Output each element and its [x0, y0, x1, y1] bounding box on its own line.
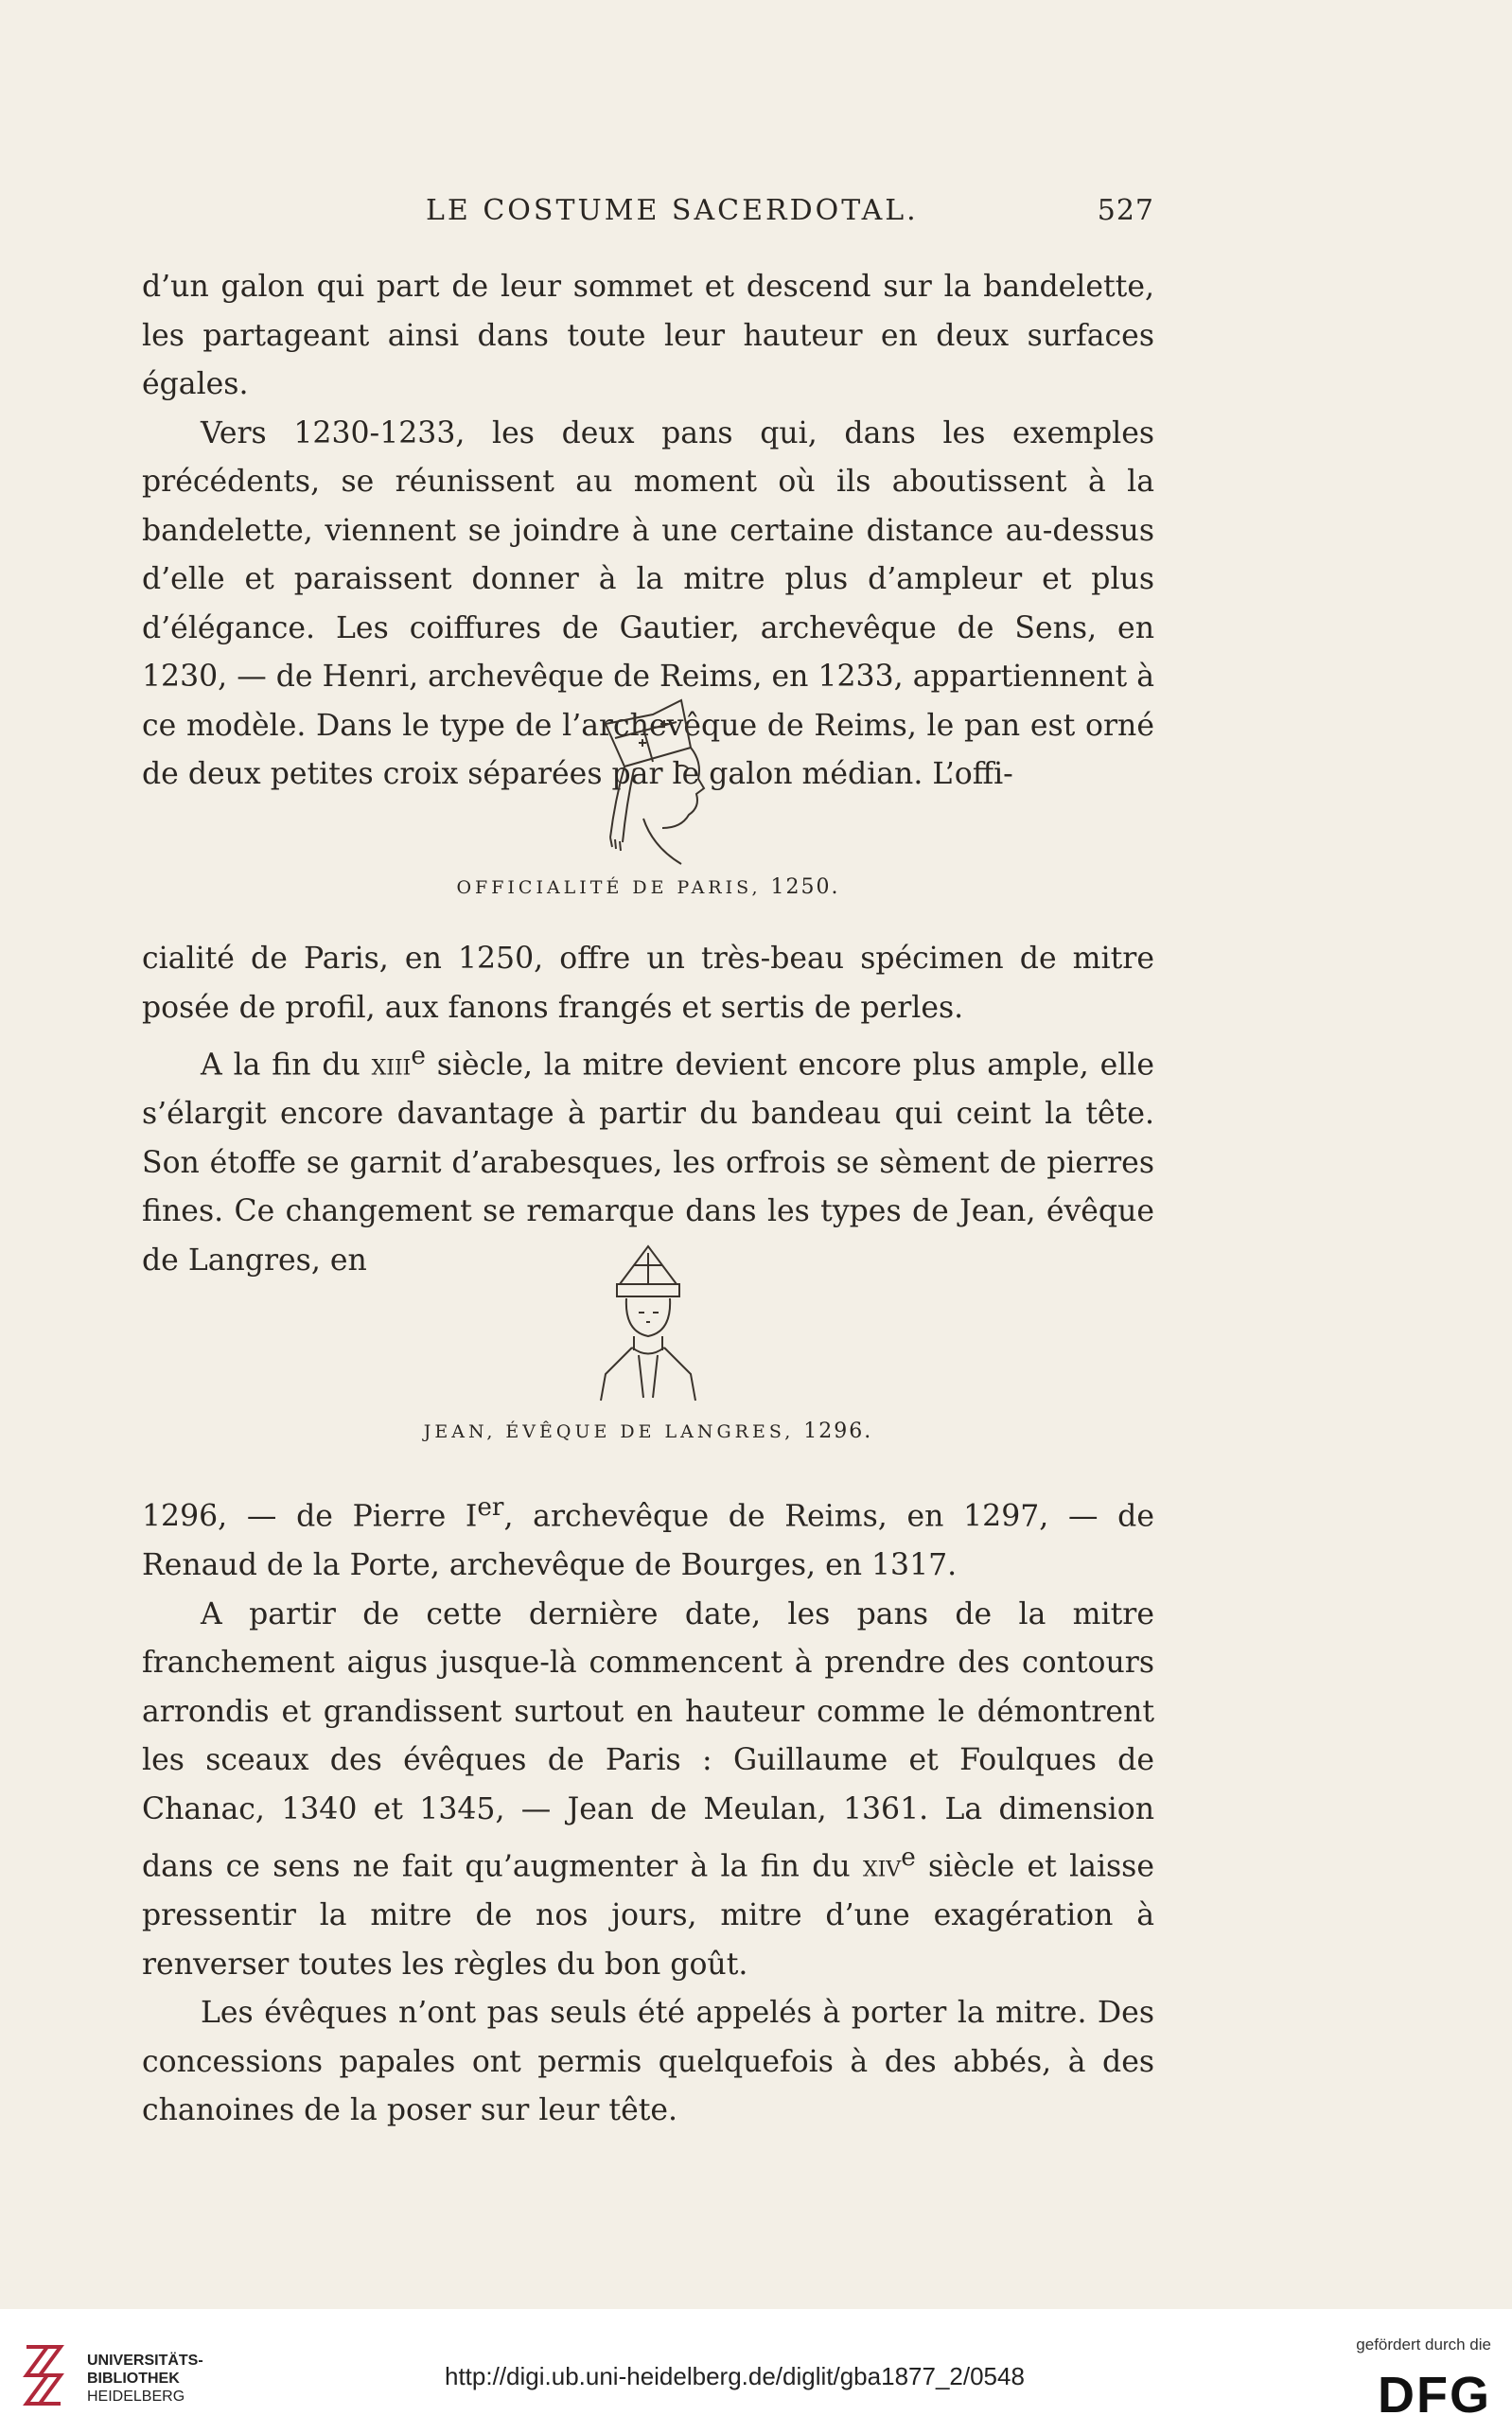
paragraph: Les évêques n’ont pas seuls été appelés à porter la mitre. Des concessions papales ont permis quelquefois à des abbés, à des chanoines de la poser sur leur tête. [142, 1996, 1154, 2127]
bishop-bust-illustration [596, 1242, 700, 1402]
caption-year: 1296. [803, 1419, 873, 1443]
text-run: , archevêque de Reims, en 1297, — de Renaud de la Porte, archevêque de Bourges, en 1317. [142, 1499, 1154, 1582]
library-logo-icon [19, 2337, 76, 2413]
text-run: A partir de cette dernière date, les pans de la mitre franchement aigus jusque-là commencent à prendre des contours arrondis et grandissent surtout en hauteur comme le démontrent les sceaux des évêques de Paris : Guillaume et Foulques de Chanac, 1340 et 1345, — Jean de Meulan, 1361. La dimension dans ce sens ne fait qu’augmenter à la fin du [142, 1596, 1154, 1884]
superscript: er [477, 1493, 504, 1522]
library-name-line: HEIDELBERG [87, 2389, 185, 2405]
paragraph: d’un galon qui part de leur sommet et descend sur la bandelette, les partageant ainsi dans toute leur hauteur en deux surfaces égales. [142, 270, 1154, 401]
funding-note: gefördert durch die [1356, 2336, 1491, 2354]
page-number: 527 [1097, 194, 1154, 227]
caption-text: JEAN, ÉVÊQUE DE LANGRES, [423, 1421, 795, 1442]
text-run: A la fin du [201, 1048, 372, 1083]
digitization-footer [0, 2309, 1512, 2433]
text-run: siècle, la mitre devient encore plus ample, elle s’élargit encore davantage à partir du bandeau qui ceint la tête. Son étoffe se garnit d’arabesques, les orfrois se sèment de pierres fines. Ce changement se remarque dans les types de Jean, évêque de Langres, en [142, 1048, 1154, 1278]
caption-year: 1250. [770, 875, 840, 899]
running-title: LE COSTUME SACERDOTAL. [426, 194, 919, 227]
paragraph: Vers 1230-1233, les deux pans qui, dans les exemples précédents, se réunissent au moment où ils aboutissent à la bandelette, viennent se joindre à une certaine distance au-dessus d’elle et paraissent donner à la mitre plus d’ampleur et plus d’élégance. Les coiffures de Gautier, archevêque de Sens, en 1230, — de Henri, archevêque de Reims, en 1233, appartiennent à ce modèle. Dans le type de l’archevêque de Reims, le pan est orné de deux petites croix séparées par le galon médian. L’offi- [142, 415, 1154, 791]
library-name [87, 2352, 203, 2406]
paragraph: cialité de Paris, en 1250, offre un très-beau spécimen de mitre posée de profil, aux fanons frangés et sertis de perles. [142, 942, 1154, 1025]
mitre-profile-illustration [587, 696, 710, 866]
text-block-middle [142, 935, 1154, 1285]
dfg-logo: DFG [1378, 2367, 1491, 2424]
paragraph [142, 1484, 1154, 1591]
text-run: siècle et laisse pressentir la mitre de nos jours, mitre d’une exagération à renverser toutes les règles du bon goût. [142, 1849, 1154, 1982]
text-run: 1296, — de Pierre I [142, 1499, 478, 1534]
caption-text: OFFICIALITÉ DE PARIS, [456, 877, 762, 898]
century-numeral: xiii [371, 1048, 412, 1083]
figure-caption [142, 875, 1154, 899]
paragraph [142, 1591, 1154, 1990]
superscript: e [901, 1843, 916, 1872]
running-header [142, 194, 1154, 241]
text-block-bottom [142, 1484, 1154, 2136]
superscript: e [411, 1042, 426, 1070]
library-name-line: BIBLIOTHEK [87, 2371, 180, 2387]
century-numeral: xiv [862, 1849, 902, 1884]
permalink-url[interactable]: http://digi.ub.uni-heidelberg.de/diglit/gba1877_2/0548 [445, 2362, 1025, 2390]
library-name-line: UNIVERSITÄTS- [87, 2353, 203, 2369]
figure-caption [142, 1419, 1154, 1443]
